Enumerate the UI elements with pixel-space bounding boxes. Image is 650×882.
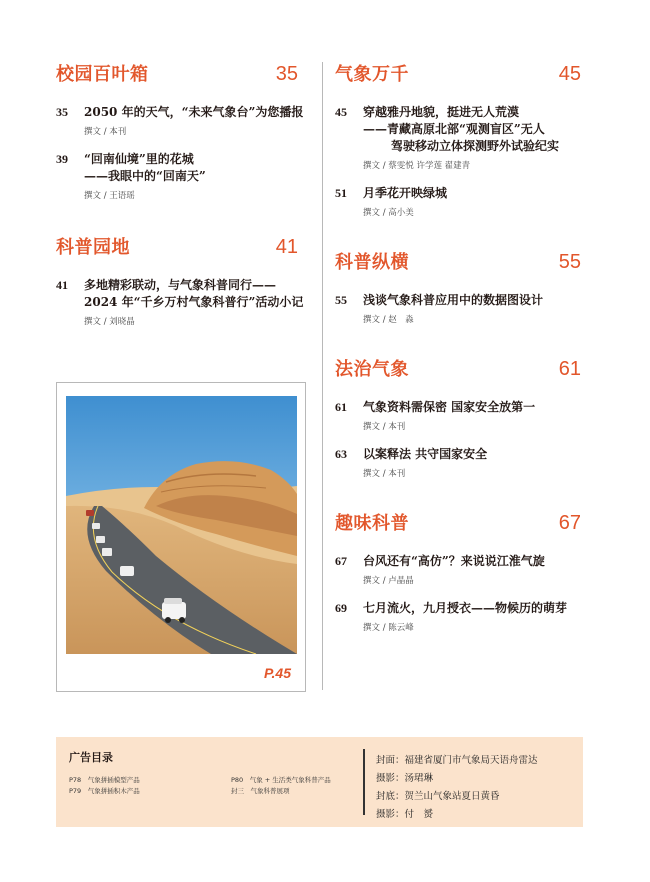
toc-entry[interactable] <box>335 292 581 325</box>
entry-subtitle: 2024 年“千乡万村气象科普行”活动小记 <box>84 295 304 309</box>
entry-author: 撰文 / 蔡雯悦 许学莲 翟建青 <box>363 161 471 171</box>
cover-credits <box>376 752 538 824</box>
entry-subtitle: ——我眼中的“回南天” <box>84 169 206 183</box>
section-science-vertical <box>335 248 581 325</box>
section-page: 45 <box>558 63 581 85</box>
entry-title: 以案释法 共守国家安全 <box>363 447 488 461</box>
cover-front: 封面：福建省厦门市气象局天语舟雷达 <box>376 755 538 766</box>
cover-back-photographer: 摄影：付 赟 <box>376 809 434 820</box>
toc-entry[interactable] <box>56 277 304 327</box>
entry-page: 61 <box>335 400 347 414</box>
toc-entry[interactable] <box>335 104 581 171</box>
toc-entry[interactable] <box>335 446 581 479</box>
entry-page: 69 <box>335 601 347 615</box>
toc-entry[interactable] <box>335 399 581 432</box>
entry-author: 撰文 / 本刊 <box>363 422 406 432</box>
entry-page: 45 <box>335 105 347 119</box>
ad-title: 广告目录 <box>69 751 113 764</box>
section-page: 41 <box>275 236 298 258</box>
ad-item: P80 气象 + 生活类气象科普产品 <box>231 776 331 784</box>
ad-item: 封三 气象科普展项 <box>231 787 290 795</box>
cover-back: 封底：贺兰山气象站夏日黄昏 <box>376 791 500 802</box>
toc-entry[interactable] <box>335 185 581 218</box>
entry-author: 撰文 / 刘晓晶 <box>84 317 135 327</box>
entry-page: 51 <box>335 186 347 200</box>
column-divider <box>322 62 323 690</box>
ad-list-2 <box>231 775 331 797</box>
entry-title: 台风还有“高仿”？来说说江淮气旋 <box>363 554 545 568</box>
ad-directory <box>56 737 583 827</box>
vehicle-icon <box>86 510 94 516</box>
feature-photo-frame[interactable] <box>56 382 306 692</box>
cover-front-photographer: 摄影：汤珺琳 <box>376 773 434 784</box>
section-title: 校园百叶箱 <box>56 64 149 85</box>
section-title: 气象万千 <box>335 64 409 85</box>
entry-author: 撰文 / 赵 淼 <box>363 315 414 325</box>
section-title: 法治气象 <box>335 359 409 380</box>
section-page: 35 <box>275 63 298 85</box>
entry-page: 63 <box>335 447 347 461</box>
left-column <box>56 60 304 327</box>
section-fun <box>335 509 581 633</box>
section-weather <box>335 60 581 218</box>
right-column <box>335 60 581 633</box>
toc-entry[interactable] <box>335 553 581 586</box>
section-title: 科普纵横 <box>335 252 409 273</box>
entry-author: 撰文 / 本刊 <box>84 127 127 137</box>
ad-list-1 <box>69 775 140 797</box>
entry-author: 撰文 / 本刊 <box>363 469 406 479</box>
toc-entry[interactable] <box>335 600 581 633</box>
section-campus <box>56 60 304 201</box>
entry-title: “回南仙境”里的花城 <box>84 152 194 166</box>
entry-author: 撰文 / 高小美 <box>363 208 414 218</box>
entry-title: 穿越雅丹地貌，挺进无人荒漠 <box>363 105 520 119</box>
desert-road-photo <box>66 396 297 654</box>
ad-item: P79 气象拼插积木产品 <box>69 787 140 795</box>
ad-divider <box>363 749 365 815</box>
entry-subtitle: ——青藏高原北部“观测盲区”无人 <box>363 122 545 136</box>
entry-subtitle-2: 驾驶移动立体探测野外试验纪实 <box>391 139 560 153</box>
toc-entry[interactable] <box>56 104 304 137</box>
entry-page: 41 <box>56 278 68 292</box>
entry-page: 67 <box>335 554 347 568</box>
entry-page: 35 <box>56 105 68 119</box>
toc-entry[interactable] <box>56 151 298 201</box>
desert-road-illustration <box>66 396 297 654</box>
ad-item: P78 气象拼插模型产品 <box>69 776 140 784</box>
entry-title: 气象资料需保密 国家安全放第一 <box>363 400 536 414</box>
entry-title: 七月流火，九月授衣——物候历的萌芽 <box>363 601 568 615</box>
section-title: 科普园地 <box>56 237 130 258</box>
section-law <box>335 355 581 479</box>
entry-title: 多地精彩联动，与气象科普同行—— <box>84 278 277 292</box>
section-page: 67 <box>558 512 581 534</box>
entry-page: 55 <box>335 293 347 307</box>
entry-title: 浅谈气象科普应用中的数据图设计 <box>363 293 544 307</box>
entry-author: 撰文 / 卢晶晶 <box>363 576 414 586</box>
section-science-garden <box>56 233 304 327</box>
section-page: 61 <box>558 358 581 380</box>
section-page: 55 <box>558 251 581 273</box>
entry-page: 39 <box>56 152 68 166</box>
photo-page-ref: P.45 <box>264 665 291 681</box>
entry-title: 月季花开映绿城 <box>363 186 448 200</box>
entry-title: 2050 年的天气，“未来气象台”为您播报 <box>84 105 304 119</box>
section-title: 趣味科普 <box>335 513 409 534</box>
entry-author: 撰文 / 陈云峰 <box>363 623 414 633</box>
entry-author: 撰文 / 王语瑶 <box>84 191 135 201</box>
